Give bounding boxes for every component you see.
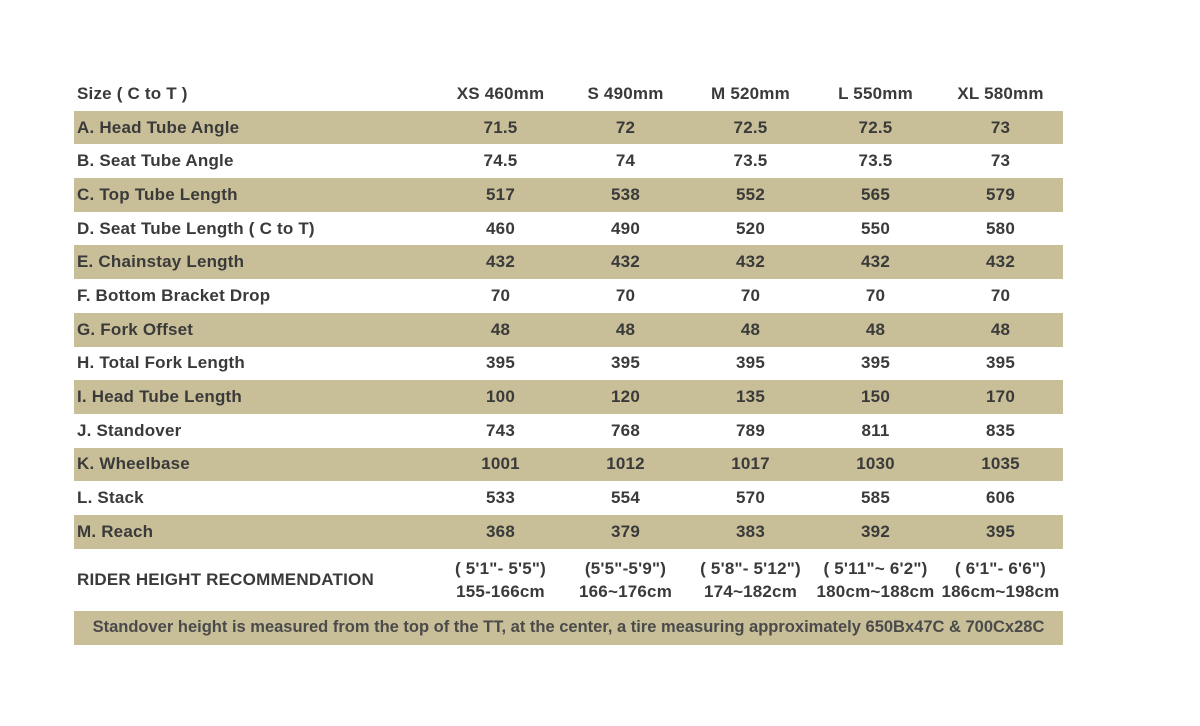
row-value: 73 <box>990 117 1011 137</box>
row-label: C. Top Tube Length <box>77 184 238 204</box>
table-row <box>74 515 1063 549</box>
row-value: 120 <box>611 387 640 407</box>
row-value: 789 <box>736 420 765 440</box>
rider-height-xl <box>938 557 1063 603</box>
row-value: 395 <box>986 353 1015 373</box>
row-value: 72.5 <box>733 117 768 137</box>
row-label: L. Stack <box>77 488 144 508</box>
table-row <box>74 279 1063 313</box>
row-value: 100 <box>486 387 515 407</box>
row-value: 150 <box>861 387 890 407</box>
row-value: 1035 <box>981 454 1020 474</box>
table-body <box>74 111 1063 549</box>
row-value: 432 <box>736 252 765 272</box>
row-value: 379 <box>611 521 640 541</box>
row-value: 533 <box>486 488 515 508</box>
standover-note-text: Standover height is measured from the top of the TT, at the center, a tire measuring approximately 650Bx47C & 700Cx28C <box>92 618 1045 637</box>
rider-height-xs <box>438 557 563 603</box>
rider-height-imperial: (5'5"-5'9") <box>584 558 667 578</box>
table-row <box>74 481 1063 515</box>
rider-height-s <box>563 557 688 603</box>
row-value: 74.5 <box>483 151 518 171</box>
table-row <box>74 144 1063 178</box>
row-value: 570 <box>736 488 765 508</box>
row-value: 395 <box>486 353 515 373</box>
size-header-xl: XL 580mm <box>957 83 1044 103</box>
rider-height-l <box>813 557 938 603</box>
row-label: M. Reach <box>77 521 154 541</box>
row-label: K. Wheelbase <box>77 454 190 474</box>
size-header-l: L 550mm <box>838 83 913 103</box>
rider-height-metric: 174~182cm <box>703 581 798 601</box>
row-value: 73.5 <box>733 151 768 171</box>
row-value: 579 <box>986 184 1015 204</box>
row-value: 72 <box>615 117 636 137</box>
row-value: 432 <box>611 252 640 272</box>
row-value: 552 <box>736 184 765 204</box>
row-value: 395 <box>736 353 765 373</box>
row-label: J. Standover <box>77 420 182 440</box>
row-value: 72.5 <box>858 117 893 137</box>
row-value: 565 <box>861 184 890 204</box>
row-value: 48 <box>990 319 1011 339</box>
size-header-s: S 490mm <box>587 83 664 103</box>
row-value: 580 <box>986 218 1015 238</box>
row-value: 383 <box>736 521 765 541</box>
rider-height-metric: 180cm~188cm <box>816 581 935 601</box>
table-row <box>74 347 1063 381</box>
table-row <box>74 313 1063 347</box>
row-value: 395 <box>986 521 1015 541</box>
rider-height-row <box>74 549 1063 611</box>
size-header-xs: XS 460mm <box>456 83 545 103</box>
rider-height-label: RIDER HEIGHT RECOMMENDATION <box>77 569 374 589</box>
row-value: 395 <box>611 353 640 373</box>
row-value: 768 <box>611 420 640 440</box>
row-value: 70 <box>615 285 636 305</box>
row-value: 70 <box>490 285 511 305</box>
table-row <box>74 414 1063 448</box>
row-label: A. Head Tube Angle <box>77 117 240 137</box>
row-value: 835 <box>986 420 1015 440</box>
row-value: 48 <box>615 319 636 339</box>
row-value: 538 <box>611 184 640 204</box>
row-value: 48 <box>490 319 511 339</box>
table-row <box>74 111 1063 145</box>
rider-height-imperial: ( 6'1"- 6'6") <box>954 558 1047 578</box>
table-row <box>74 245 1063 279</box>
row-value: 1017 <box>731 454 770 474</box>
geometry-table <box>74 77 1063 645</box>
row-label: H. Total Fork Length <box>77 353 246 373</box>
row-label: I. Head Tube Length <box>77 387 242 407</box>
row-value: 73.5 <box>858 151 893 171</box>
row-value: 811 <box>861 420 890 440</box>
row-value: 520 <box>736 218 765 238</box>
rider-height-m <box>688 557 813 603</box>
row-value: 74 <box>615 151 636 171</box>
row-label: F. Bottom Bracket Drop <box>77 285 271 305</box>
standover-note <box>74 611 1063 645</box>
table-header-row <box>74 77 1063 111</box>
row-value: 606 <box>986 488 1015 508</box>
row-value: 395 <box>861 353 890 373</box>
table-row <box>74 448 1063 482</box>
size-header-label: Size ( C to T ) <box>77 83 188 103</box>
rider-height-imperial: ( 5'1"- 5'5") <box>454 558 547 578</box>
table-row <box>74 380 1063 414</box>
row-label: G. Fork Offset <box>77 319 194 339</box>
row-value: 432 <box>486 252 515 272</box>
row-value: 368 <box>486 521 515 541</box>
row-value: 460 <box>486 218 515 238</box>
row-value: 1030 <box>856 454 895 474</box>
row-value: 170 <box>986 387 1015 407</box>
rider-height-metric: 166~176cm <box>578 581 673 601</box>
row-value: 550 <box>861 218 890 238</box>
row-value: 432 <box>861 252 890 272</box>
row-value: 1012 <box>606 454 645 474</box>
row-value: 71.5 <box>483 117 518 137</box>
row-value: 490 <box>611 218 640 238</box>
row-value: 70 <box>865 285 886 305</box>
rider-height-metric: 186cm~198cm <box>941 581 1060 601</box>
row-value: 48 <box>865 319 886 339</box>
table-row <box>74 178 1063 212</box>
row-value: 70 <box>740 285 761 305</box>
row-value: 585 <box>861 488 890 508</box>
row-value: 48 <box>740 319 761 339</box>
row-value: 517 <box>486 184 515 204</box>
rider-height-imperial: ( 5'11"~ 6'2") <box>823 558 928 578</box>
table-row <box>74 212 1063 246</box>
size-header-m: M 520mm <box>711 83 790 103</box>
row-value: 432 <box>986 252 1015 272</box>
row-value: 743 <box>486 420 515 440</box>
row-value: 1001 <box>481 454 520 474</box>
row-value: 70 <box>990 285 1011 305</box>
rider-height-imperial: ( 5'8"- 5'12") <box>700 558 801 578</box>
rider-height-metric: 155-166cm <box>456 581 545 601</box>
row-value: 392 <box>861 521 890 541</box>
row-value: 554 <box>611 488 640 508</box>
row-label: E. Chainstay Length <box>77 252 245 272</box>
row-label: B. Seat Tube Angle <box>77 151 234 171</box>
row-value: 73 <box>990 151 1011 171</box>
row-label: D. Seat Tube Length ( C to T) <box>77 218 315 238</box>
row-value: 135 <box>736 387 765 407</box>
